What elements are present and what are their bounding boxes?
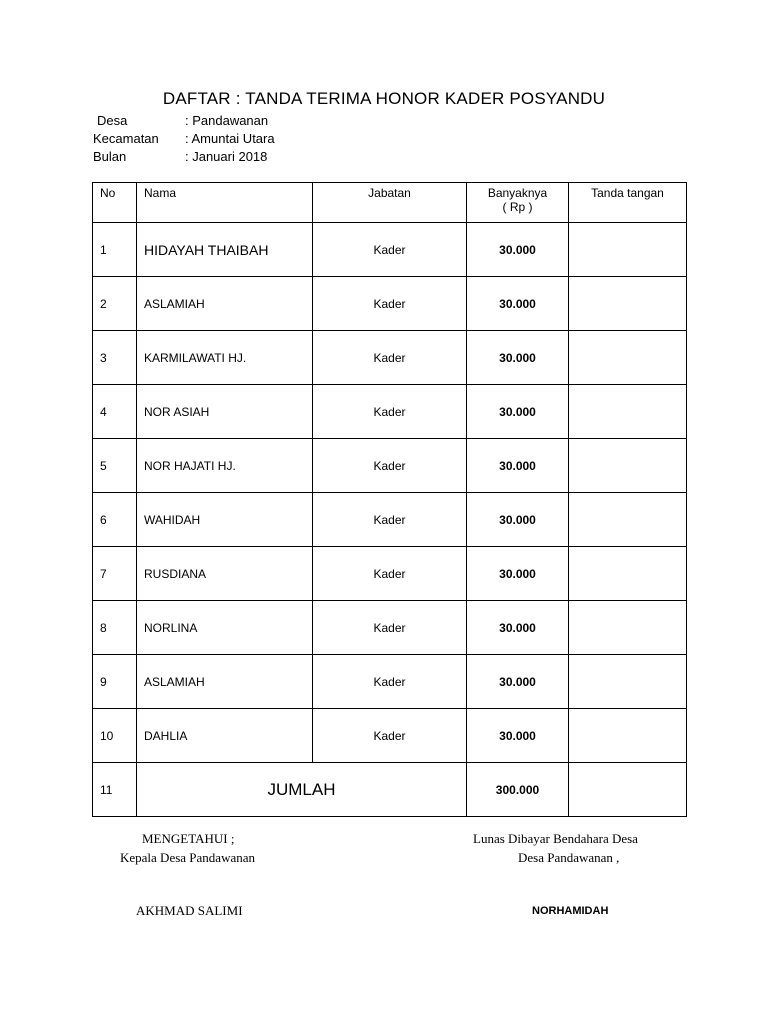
cell-no: 5 (93, 439, 137, 493)
cell-no: 8 (93, 601, 137, 655)
bendahara-name: NORHAMIDAH (532, 905, 609, 917)
table-row (93, 439, 687, 493)
cell-jabatan: Kader (313, 385, 467, 439)
header-no: No (93, 183, 137, 223)
table-header-row (93, 183, 687, 223)
cell-jumlah: 30.000 (467, 547, 569, 601)
cell-jumlah: 30.000 (467, 439, 569, 493)
cell-jabatan: Kader (313, 439, 467, 493)
signature-cell (569, 277, 687, 331)
table-row (93, 331, 687, 385)
signature-cell (569, 763, 687, 817)
cell-jumlah: 30.000 (467, 601, 569, 655)
header-banyaknya-unit: ( Rp ) (502, 200, 533, 214)
cell-jumlah: 30.000 (467, 331, 569, 385)
signature-cell (569, 601, 687, 655)
cell-jabatan: Kader (313, 547, 467, 601)
cell-jabatan: Kader (313, 709, 467, 763)
cell-nama: WAHIDAH (137, 493, 313, 547)
signature-cell (569, 223, 687, 277)
cell-no: 7 (93, 547, 137, 601)
cell-no: 4 (93, 385, 137, 439)
table-row (93, 709, 687, 763)
cell-nama: KARMILAWATI HJ. (137, 331, 313, 385)
header-banyaknya-label: Banyaknya (487, 186, 548, 200)
info-kecamatan-label: Kecamatan (93, 131, 159, 146)
cell-no: 3 (93, 331, 137, 385)
info-kecamatan-value: : Amuntai Utara (185, 131, 275, 146)
bendahara-label: Lunas Dibayar Bendahara Desa (473, 831, 638, 846)
cell-jabatan: Kader (313, 223, 467, 277)
signature-cell (569, 709, 687, 763)
cell-nama: NORLINA (137, 601, 313, 655)
cell-jumlah: 30.000 (467, 277, 569, 331)
cell-nama: HIDAYAH THAIBAH (137, 223, 313, 277)
signature-cell (569, 385, 687, 439)
desa-pandawanan-label: Desa Pandawanan , (518, 850, 620, 865)
header-tanda-tangan: Tanda tangan (569, 183, 687, 223)
total-row (93, 763, 687, 817)
cell-jumlah: 30.000 (467, 709, 569, 763)
document-title: DAFTAR : TANDA TERIMA HONOR KADER POSYANDU (162, 89, 606, 108)
cell-jumlah: 30.000 (467, 493, 569, 547)
cell-nama: NOR ASIAH (137, 385, 313, 439)
table-row (93, 277, 687, 331)
info-desa-value: : Pandawanan (185, 113, 269, 128)
honor-table (92, 182, 687, 817)
signature-cell (569, 331, 687, 385)
info-bulan-label: Bulan (93, 149, 127, 164)
cell-no: 10 (93, 709, 137, 763)
table-row (93, 601, 687, 655)
cell-no: 1 (93, 223, 137, 277)
header-jabatan: Jabatan (313, 183, 467, 223)
cell-nama: RUSDIANA (137, 547, 313, 601)
signature-cell (569, 493, 687, 547)
cell-jabatan: Kader (313, 601, 467, 655)
info-desa-label: Desa (97, 113, 128, 128)
signature-cell (569, 655, 687, 709)
cell-jumlah: 30.000 (467, 385, 569, 439)
mengetahui-label: MENGETAHUI ; (142, 831, 235, 846)
cell-no: 2 (93, 277, 137, 331)
kepala-desa-name: AKHMAD SALIMI (136, 903, 243, 918)
cell-jabatan: Kader (313, 655, 467, 709)
total-no: 11 (93, 763, 137, 817)
total-value: 300.000 (467, 763, 569, 817)
header-banyaknya (467, 183, 569, 223)
cell-nama: NOR HAJATI HJ. (137, 439, 313, 493)
info-bulan-value: : Januari 2018 (185, 149, 268, 164)
kepala-desa-label: Kepala Desa Pandawanan (120, 850, 255, 865)
header-nama: Nama (137, 183, 313, 223)
signature-cell (569, 439, 687, 493)
cell-jabatan: Kader (313, 331, 467, 385)
cell-jabatan: Kader (313, 277, 467, 331)
table-row (93, 385, 687, 439)
cell-jumlah: 30.000 (467, 223, 569, 277)
table-row (93, 223, 687, 277)
cell-nama: ASLAMIAH (137, 655, 313, 709)
cell-jabatan: Kader (313, 493, 467, 547)
cell-no: 6 (93, 493, 137, 547)
table-row (93, 493, 687, 547)
cell-nama: DAHLIA (137, 709, 313, 763)
signature-cell (569, 547, 687, 601)
table-row (93, 547, 687, 601)
cell-nama: ASLAMIAH (137, 277, 313, 331)
total-label: JUMLAH (137, 763, 467, 817)
table-row (93, 655, 687, 709)
cell-jumlah: 30.000 (467, 655, 569, 709)
cell-no: 9 (93, 655, 137, 709)
